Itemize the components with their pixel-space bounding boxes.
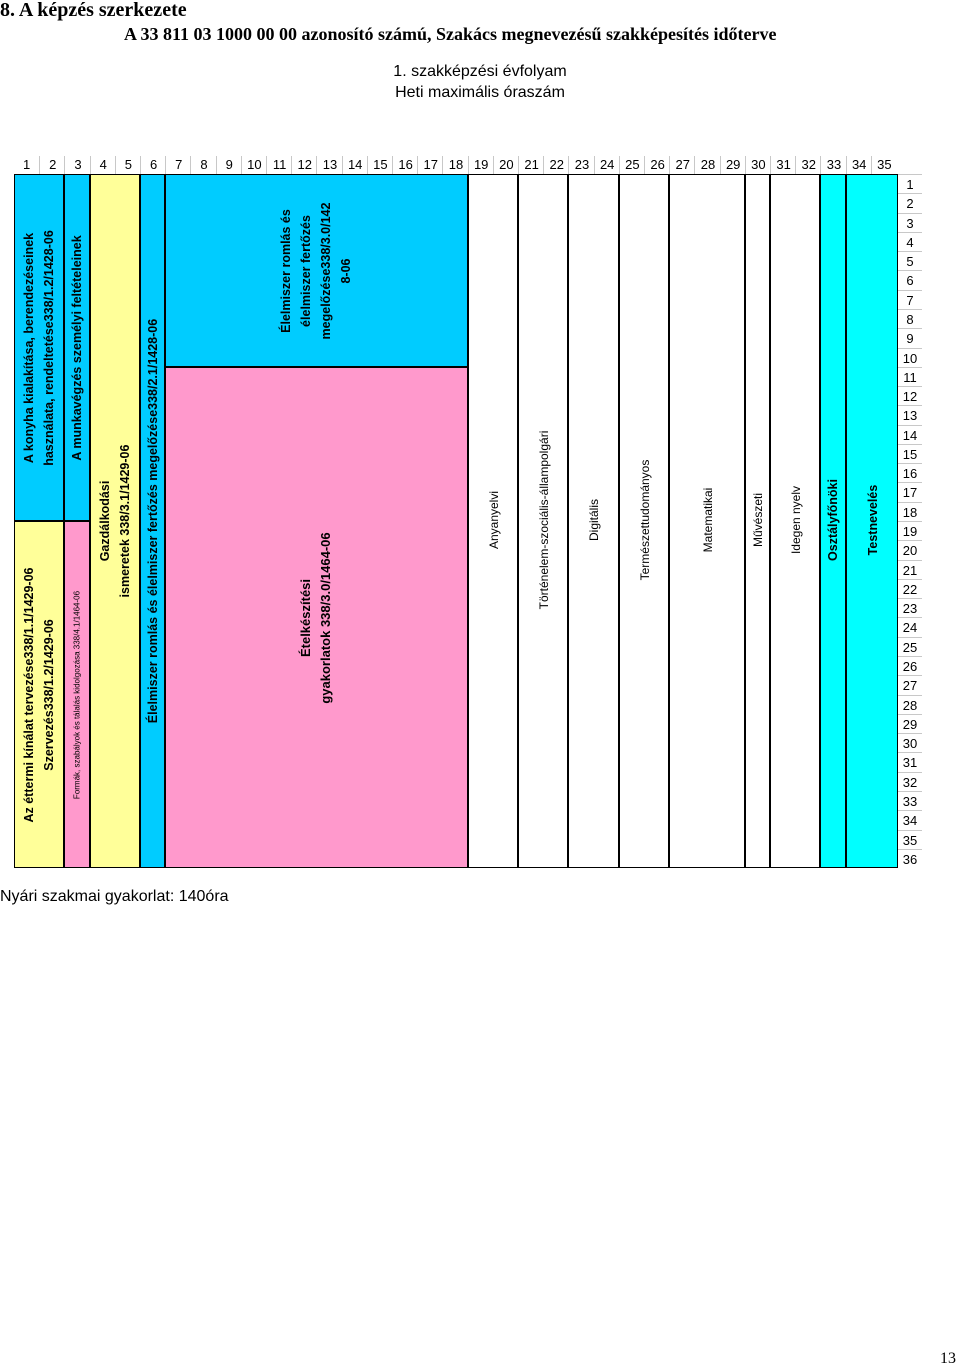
row-number: 36 bbox=[898, 849, 922, 868]
column-number: 34 bbox=[846, 156, 872, 174]
row-number: 10 bbox=[898, 348, 922, 367]
row-number: 33 bbox=[898, 791, 922, 810]
gazdalkodasi-line1: Gazdálkodási bbox=[97, 480, 112, 562]
summer-practice-note: Nyári szakmai gyakorlat: 140óra bbox=[0, 888, 229, 905]
row-number: 13 bbox=[898, 405, 922, 424]
row-number: 31 bbox=[898, 752, 922, 771]
column-number: 25 bbox=[619, 156, 645, 174]
row-number: 16 bbox=[898, 463, 922, 482]
row-number: 28 bbox=[898, 695, 922, 714]
romlas-top-line4: 8-06 bbox=[339, 257, 354, 284]
block-ettermi bbox=[14, 521, 64, 868]
column-number: 16 bbox=[392, 156, 418, 174]
column-number: 7 bbox=[165, 156, 191, 174]
block-termeszettudomanyos bbox=[619, 174, 669, 868]
gazdalkodasi-line2: ismeretek 338/3.1/1429-06 bbox=[117, 444, 132, 598]
column-number: 18 bbox=[442, 156, 468, 174]
digitalis-text: Digitális bbox=[587, 498, 602, 542]
column-number: 12 bbox=[291, 156, 317, 174]
row-number: 8 bbox=[898, 309, 922, 328]
column-number: 3 bbox=[64, 156, 90, 174]
muveszeti-text: Művészeti bbox=[750, 492, 765, 548]
row-number: 26 bbox=[898, 656, 922, 675]
romlas-top-line2: élelmiszer fertőzés bbox=[299, 214, 314, 327]
column-number: 19 bbox=[468, 156, 494, 174]
column-number: 35 bbox=[871, 156, 897, 174]
column-number: 5 bbox=[115, 156, 141, 174]
osztalyfonoki-text: Osztályfőnöki bbox=[826, 479, 841, 561]
column-number: 27 bbox=[669, 156, 695, 174]
matematikai-text: Matematikai bbox=[701, 487, 716, 553]
row-number: 5 bbox=[898, 251, 922, 270]
block-muveszeti bbox=[745, 174, 770, 868]
row-number: 23 bbox=[898, 598, 922, 617]
column-number: 22 bbox=[543, 156, 569, 174]
row-number: 30 bbox=[898, 733, 922, 752]
block-gazdalkodasi bbox=[90, 174, 140, 868]
row-number: 9 bbox=[898, 328, 922, 347]
column-number: 1 bbox=[22, 157, 31, 172]
idegen-nyelv-text: Idegen nyelv bbox=[789, 485, 803, 555]
column-number: 8 bbox=[190, 156, 216, 174]
block-etelkeszitesi bbox=[165, 367, 467, 868]
block-anyanyelvi bbox=[468, 174, 518, 868]
column-number: 14 bbox=[342, 156, 368, 174]
konyha-line1: A konyha kialakítása, berendezéseinek bbox=[22, 232, 37, 463]
row-number: 2 bbox=[898, 193, 922, 212]
row-number: 18 bbox=[898, 502, 922, 521]
column-number: 23 bbox=[568, 156, 594, 174]
anyanyelvi-text: Anyanyelvi bbox=[486, 490, 501, 550]
block-munkavegzes bbox=[64, 174, 89, 521]
block-testneveles bbox=[846, 174, 898, 868]
block-idegen-nyelv bbox=[770, 174, 820, 868]
column-number: 2 bbox=[39, 156, 65, 174]
max-hours-label: Heti maximális óraszám bbox=[395, 84, 565, 101]
block-romlas-top bbox=[165, 174, 467, 367]
column-number: 6 bbox=[140, 156, 166, 174]
column-number: 17 bbox=[417, 156, 443, 174]
row-number: 21 bbox=[898, 560, 922, 579]
row-number: 6 bbox=[898, 270, 922, 289]
elelmiszer-romlas-text: Élelmiszer romlás és élelmiszer fertőzés megelőzése338/2.1/1428-06 bbox=[145, 318, 160, 724]
year-label: 1. szakképzési évfolyam bbox=[393, 63, 567, 80]
row-number: 24 bbox=[898, 617, 922, 636]
row-number: 7 bbox=[898, 290, 922, 309]
section-heading: 8. A képzés szerkezete bbox=[0, 0, 187, 21]
romlas-top-line1: Élelmiszer romlás és bbox=[279, 208, 294, 333]
tortenelem-text: Történelem-szociális-állampolgári bbox=[537, 430, 551, 610]
termeszettudomanyos-text: Természettudományos bbox=[637, 459, 652, 581]
row-number: 29 bbox=[898, 714, 922, 733]
page-number: 13 bbox=[940, 1350, 956, 1367]
row-number: 15 bbox=[898, 444, 922, 463]
column-number: 33 bbox=[820, 156, 846, 174]
row-number: 3 bbox=[898, 213, 922, 232]
row-number: 34 bbox=[898, 810, 922, 829]
row-number: 27 bbox=[898, 675, 922, 694]
romlas-top-line3: megelőzése338/3.0/142 bbox=[319, 202, 334, 339]
row-number: 1 bbox=[898, 174, 922, 193]
column-number: 26 bbox=[644, 156, 670, 174]
row-number: 25 bbox=[898, 637, 922, 656]
munkavegzes-text: A munkavégzés személyi feltételeinek bbox=[69, 234, 84, 461]
row-number: 4 bbox=[898, 232, 922, 251]
column-number: 4 bbox=[90, 156, 116, 174]
row-number: 22 bbox=[898, 579, 922, 598]
column-number: 24 bbox=[594, 156, 620, 174]
block-formak bbox=[64, 521, 89, 868]
formak-text: Formák, szabályok és tálalás kidolgozása 338/4.1/1464-06 bbox=[72, 590, 82, 799]
ettermi-line1: Az éttermi kínálat tervezése338/1.1/1429-06 bbox=[22, 566, 37, 823]
ettermi-line2: Szervezés338/1.2/1429-06 bbox=[42, 618, 57, 771]
column-number: 9 bbox=[216, 156, 242, 174]
block-osztalyfonoki bbox=[820, 174, 845, 868]
row-number: 12 bbox=[898, 386, 922, 405]
column-number: 11 bbox=[266, 156, 292, 174]
column-number: 20 bbox=[493, 156, 519, 174]
timetable-grid bbox=[14, 174, 898, 868]
block-matematikai bbox=[669, 174, 745, 868]
block-elelmiszer-romlas bbox=[140, 174, 165, 868]
row-number: 35 bbox=[898, 830, 922, 849]
row-number: 11 bbox=[898, 367, 922, 386]
etelkeszitesi-line1: Ételkészítési bbox=[298, 578, 314, 657]
column-number: 31 bbox=[770, 156, 796, 174]
document-subtitle: A 33 811 03 1000 00 00 azonosító számú, Szakács megnevezésű szakképesítés időterve bbox=[124, 24, 777, 44]
column-number: 29 bbox=[720, 156, 746, 174]
row-number: 14 bbox=[898, 425, 922, 444]
etelkeszitesi-line2: gyakorlatok 338/3.0/1464-06 bbox=[318, 531, 334, 704]
column-number: 10 bbox=[241, 156, 267, 174]
block-digitalis bbox=[568, 174, 618, 868]
column-number: 15 bbox=[367, 156, 393, 174]
column-number: 30 bbox=[745, 156, 771, 174]
konyha-line2: használata, rendeltetése338/1.2/1428-06 bbox=[42, 229, 57, 466]
row-number: 20 bbox=[898, 540, 922, 559]
row-number: 32 bbox=[898, 772, 922, 791]
column-number: 13 bbox=[316, 156, 342, 174]
column-numbers bbox=[14, 156, 898, 174]
testneveles-text: Testnevelés bbox=[865, 484, 880, 556]
row-number: 17 bbox=[898, 482, 922, 501]
column-number: 32 bbox=[795, 156, 821, 174]
block-tortenelem bbox=[518, 174, 568, 868]
block-konyha bbox=[14, 174, 64, 521]
column-number: 21 bbox=[518, 156, 544, 174]
row-number: 19 bbox=[898, 521, 922, 540]
column-number: 28 bbox=[694, 156, 720, 174]
